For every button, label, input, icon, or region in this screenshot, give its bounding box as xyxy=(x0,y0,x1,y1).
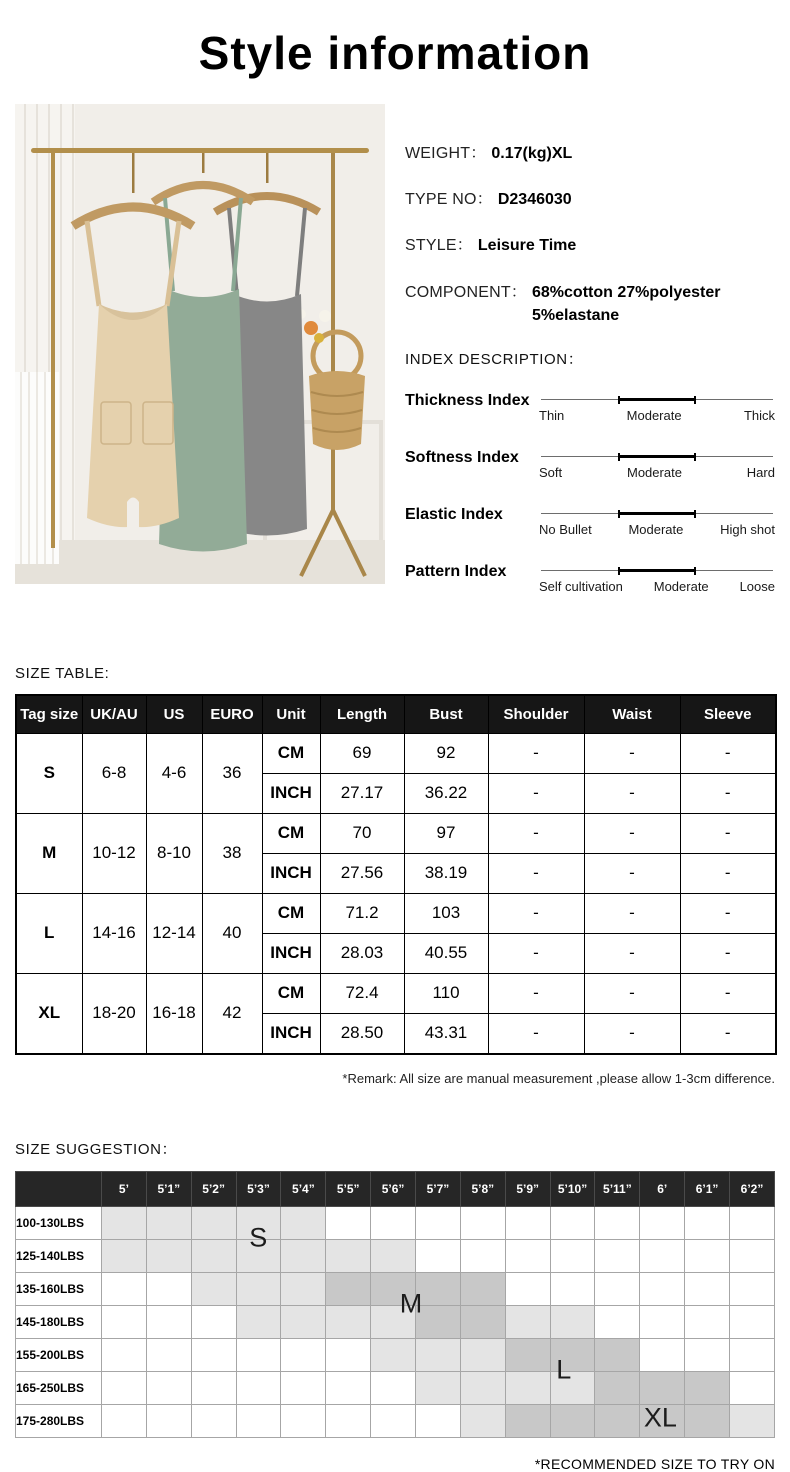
unit-cm: CM xyxy=(262,733,320,773)
unit-inch: INCH xyxy=(262,853,320,893)
size-us: 8-10 xyxy=(146,813,202,893)
suggestion-cell xyxy=(236,1404,281,1437)
suggestion-cell xyxy=(102,1338,147,1371)
measure-value: 110 xyxy=(404,973,488,1013)
size-table-header: Sleeve xyxy=(680,695,776,734)
suggestion-cell xyxy=(730,1371,775,1404)
scale-line xyxy=(541,399,773,400)
suggestion-cell xyxy=(460,1338,505,1371)
suggestion-cell xyxy=(595,1305,640,1338)
size-letter-m: M xyxy=(399,1288,423,1319)
measure-value: 28.03 xyxy=(320,933,404,973)
suggestion-cell xyxy=(595,1371,640,1404)
measure-value: - xyxy=(584,973,680,1013)
measure-value: - xyxy=(488,733,584,773)
suggestion-cell xyxy=(550,1272,595,1305)
weight-label: 135-160LBS xyxy=(16,1272,102,1305)
size-table-header-row xyxy=(16,695,776,734)
suggestion-cell xyxy=(281,1338,326,1371)
size-row-cm xyxy=(16,973,776,1013)
measure-value: 70 xyxy=(320,813,404,853)
measure-value: - xyxy=(584,853,680,893)
suggestion-cell xyxy=(730,1404,775,1437)
suggestion-cell xyxy=(236,1305,281,1338)
measure-value: 97 xyxy=(404,813,488,853)
suggestion-cell xyxy=(102,1206,147,1239)
suggestion-cell xyxy=(685,1272,730,1305)
measure-value: - xyxy=(488,813,584,853)
weight-row xyxy=(16,1239,775,1272)
measure-value: - xyxy=(584,773,680,813)
suggestion-cell xyxy=(505,1206,550,1239)
component-row xyxy=(405,279,775,327)
scale-option: High shot xyxy=(720,521,775,537)
suggestion-cell xyxy=(146,1404,191,1437)
scale-line xyxy=(541,570,773,571)
suggestion-cell xyxy=(685,1371,730,1404)
suggestion-cell xyxy=(191,1272,236,1305)
unit-cm: CM xyxy=(262,813,320,853)
page-title: Style information xyxy=(198,27,592,79)
suggestion-cell xyxy=(326,1272,371,1305)
suggestion-cell xyxy=(460,1272,505,1305)
size-euro: 40 xyxy=(202,893,262,973)
size-tag: L xyxy=(16,893,82,973)
height-header: 5’8” xyxy=(460,1171,505,1206)
style-row xyxy=(405,232,775,257)
measure-value: - xyxy=(680,933,776,973)
weight-label: 175-280LBS xyxy=(16,1404,102,1437)
suggestion-cell xyxy=(685,1338,730,1371)
suggestion-cell xyxy=(640,1206,685,1239)
scale-labels xyxy=(539,522,775,537)
scale-option: No Bullet xyxy=(539,521,592,537)
unit-cm: CM xyxy=(262,893,320,933)
suggestion-cell xyxy=(281,1305,326,1338)
index-row-1 xyxy=(405,446,775,480)
suggestion-cell xyxy=(146,1305,191,1338)
suggestion-cell xyxy=(236,1338,281,1371)
index-row-3 xyxy=(405,560,775,594)
suggestion-cell xyxy=(102,1371,147,1404)
scale-labels xyxy=(539,579,775,594)
suggestion-cell xyxy=(191,1404,236,1437)
suggestion-cell xyxy=(326,1371,371,1404)
suggestion-cell xyxy=(730,1239,775,1272)
size-euro: 38 xyxy=(202,813,262,893)
suggestion-cell xyxy=(685,1206,730,1239)
size-tag: S xyxy=(16,733,82,813)
suggestion-cell xyxy=(146,1371,191,1404)
suggestion-cell xyxy=(595,1404,640,1437)
measure-value: 103 xyxy=(404,893,488,933)
size-euro: 36 xyxy=(202,733,262,813)
measure-value: - xyxy=(680,813,776,853)
height-header: 5’4” xyxy=(281,1171,326,1206)
height-header: 5’2” xyxy=(191,1171,236,1206)
size-table-header: Shoulder xyxy=(488,695,584,734)
measure-value: - xyxy=(584,813,680,853)
weight-row xyxy=(16,1206,775,1239)
suggestion-cell xyxy=(326,1206,371,1239)
measure-value: 28.50 xyxy=(320,1013,404,1054)
suggestion-cell xyxy=(730,1338,775,1371)
suggestion-cell xyxy=(236,1272,281,1305)
size-table-header: Bust xyxy=(404,695,488,734)
suggestion-cell xyxy=(730,1272,775,1305)
suggestion-cell xyxy=(640,1371,685,1404)
height-header: 6’2” xyxy=(730,1171,775,1206)
suggestion-cell xyxy=(102,1305,147,1338)
suggestion-cell xyxy=(640,1338,685,1371)
suggestion-cell xyxy=(281,1371,326,1404)
scale-option: Thick xyxy=(743,407,775,423)
recommend-note: *RECOMMENDED SIZE TO TRY ON xyxy=(534,1455,775,1472)
suggestion-cell xyxy=(730,1305,775,1338)
suggestion-cell xyxy=(550,1206,595,1239)
suggestion-cell xyxy=(146,1338,191,1371)
weight-label: 165-250LBS xyxy=(16,1371,102,1404)
measure-value: - xyxy=(488,853,584,893)
index-scale xyxy=(539,560,775,594)
type-no-value: D2346030 xyxy=(497,191,572,209)
measure-value: - xyxy=(584,933,680,973)
measure-value: - xyxy=(488,1013,584,1054)
suggestion-cell xyxy=(505,1239,550,1272)
measure-value: 36.22 xyxy=(404,773,488,813)
suggestion-cell xyxy=(146,1206,191,1239)
suggestion-cell xyxy=(146,1239,191,1272)
weight-label: 100-130LBS xyxy=(16,1206,102,1239)
scale-option: Hard xyxy=(746,464,775,480)
height-header: 5’6” xyxy=(371,1171,416,1206)
measure-value: - xyxy=(680,973,776,1013)
measure-value: - xyxy=(680,733,776,773)
scale-option: Thin xyxy=(539,407,565,423)
suggestion-cell xyxy=(730,1206,775,1239)
measure-value: 43.31 xyxy=(404,1013,488,1054)
size-us: 12-14 xyxy=(146,893,202,973)
size-table-header: Tag size xyxy=(16,695,82,734)
measure-value: 92 xyxy=(404,733,488,773)
suggestion-cell xyxy=(640,1272,685,1305)
suggestion-cell xyxy=(460,1305,505,1338)
suggestion-cell xyxy=(505,1305,550,1338)
suggestion-cell xyxy=(460,1404,505,1437)
index-row-0 xyxy=(405,389,775,423)
size-table-header: Waist xyxy=(584,695,680,734)
size-table-header: EURO xyxy=(202,695,262,734)
suggestion-cell xyxy=(595,1338,640,1371)
index-name: Elastic Index xyxy=(405,505,503,523)
size-ukau: 10-12 xyxy=(82,813,146,893)
size-tag: M xyxy=(16,813,82,893)
size-table-header: Unit xyxy=(262,695,320,734)
size-row-cm xyxy=(16,893,776,933)
measure-value: - xyxy=(584,733,680,773)
measure-value: - xyxy=(680,853,776,893)
scale-option: Self cultivation xyxy=(539,578,623,594)
size-letter-s: S xyxy=(249,1222,268,1253)
measure-value: - xyxy=(680,773,776,813)
suggestion-cell xyxy=(281,1404,326,1437)
measure-value: 27.56 xyxy=(320,853,404,893)
suggestion-cell xyxy=(191,1371,236,1404)
scale-selected-segment xyxy=(618,512,697,515)
weight-value: 0.17(kg)XL xyxy=(491,145,573,162)
type-no-label: TYPE NO： xyxy=(405,191,493,209)
suggestion-cell xyxy=(281,1239,326,1272)
size-remark: *Remark: All size are manual measurement ,please allow 1-3cm difference. xyxy=(342,1070,775,1086)
weight-row xyxy=(16,1371,775,1404)
product-info xyxy=(385,104,775,617)
measure-value: - xyxy=(584,893,680,933)
measure-value: 38.19 xyxy=(404,853,488,893)
size-letter-xl: XL xyxy=(643,1402,677,1433)
index-description-title: INDEX DESCRIPTION： xyxy=(405,350,584,368)
size-table-header: US xyxy=(146,695,202,734)
index-name: Thickness Index xyxy=(405,391,530,409)
height-header: 6’1” xyxy=(685,1171,730,1206)
suggestion-cell xyxy=(236,1371,281,1404)
measure-value: - xyxy=(680,893,776,933)
suggestion-cell xyxy=(416,1206,461,1239)
size-euro: 42 xyxy=(202,973,262,1054)
suggestion-cell xyxy=(326,1239,371,1272)
weight-row xyxy=(16,1338,775,1371)
scale-option: Moderate xyxy=(653,578,709,594)
weight-row xyxy=(405,140,775,165)
scale-option: Moderate xyxy=(628,521,684,537)
size-row-cm xyxy=(16,813,776,853)
suggestion-cell xyxy=(102,1272,147,1305)
size-row-cm xyxy=(16,733,776,773)
height-header: 5’5” xyxy=(326,1171,371,1206)
measure-value: 69 xyxy=(320,733,404,773)
suggestion-cell xyxy=(416,1338,461,1371)
suggestion-cell xyxy=(460,1239,505,1272)
suggestion-cell xyxy=(326,1305,371,1338)
suggestion-header-row xyxy=(16,1171,775,1206)
suggestion-cell xyxy=(505,1338,550,1371)
suggestion-cell xyxy=(550,1305,595,1338)
suggestion-cell xyxy=(416,1404,461,1437)
index-name: Softness Index xyxy=(405,448,519,466)
suggestion-cell xyxy=(640,1239,685,1272)
height-header: 5’ xyxy=(102,1171,147,1206)
measure-value: - xyxy=(680,1013,776,1054)
suggestion-cell xyxy=(416,1239,461,1272)
size-tag: XL xyxy=(16,973,82,1054)
style-value: Leisure Time xyxy=(477,237,577,255)
size-us: 4-6 xyxy=(146,733,202,813)
weight-row xyxy=(16,1305,775,1338)
suggestion-cell xyxy=(595,1239,640,1272)
product-photo xyxy=(15,104,385,584)
unit-inch: INCH xyxy=(262,773,320,813)
component-label: COMPONENT： xyxy=(405,283,527,301)
suggestion-cell xyxy=(371,1371,416,1404)
suggestion-cell xyxy=(102,1239,147,1272)
measure-value: - xyxy=(488,773,584,813)
suggestion-cell xyxy=(460,1206,505,1239)
index-scale xyxy=(539,503,775,537)
unit-inch: INCH xyxy=(262,1013,320,1054)
scale-selected-segment xyxy=(618,569,697,572)
measure-value: - xyxy=(488,973,584,1013)
scale-option: Loose xyxy=(739,578,775,594)
index-scale xyxy=(539,446,775,480)
style-label: STYLE： xyxy=(405,237,473,255)
size-suggestion-table xyxy=(15,1171,775,1438)
measure-value: - xyxy=(488,893,584,933)
height-header: 5’9” xyxy=(505,1171,550,1206)
size-table-header: UK/AU xyxy=(82,695,146,734)
scale-option: Soft xyxy=(539,464,563,480)
corner-cell xyxy=(16,1171,102,1206)
suggestion-cell xyxy=(505,1272,550,1305)
unit-inch: INCH xyxy=(262,933,320,973)
scale-option: Moderate xyxy=(626,407,682,423)
weight-row xyxy=(16,1272,775,1305)
suggestion-cell xyxy=(191,1206,236,1239)
index-name: Pattern Index xyxy=(405,562,507,580)
weight-label: 155-200LBS xyxy=(16,1338,102,1371)
suggestion-cell xyxy=(371,1239,416,1272)
suggestion-cell xyxy=(685,1404,730,1437)
size-suggestion-section-label: SIZE SUGGESTION： xyxy=(15,1140,178,1158)
suggestion-cell xyxy=(550,1404,595,1437)
measure-value: 27.17 xyxy=(320,773,404,813)
measure-value: - xyxy=(584,1013,680,1054)
size-ukau: 14-16 xyxy=(82,893,146,973)
size-table-section-label: SIZE TABLE: xyxy=(15,664,110,682)
size-ukau: 18-20 xyxy=(82,973,146,1054)
size-us: 16-18 xyxy=(146,973,202,1054)
size-ukau: 6-8 xyxy=(82,733,146,813)
index-rows xyxy=(405,389,775,594)
suggestion-cell xyxy=(371,1404,416,1437)
size-letter-l: L xyxy=(556,1354,572,1385)
suggestion-cell xyxy=(326,1338,371,1371)
height-header: 5’11” xyxy=(595,1171,640,1206)
suggestion-cell xyxy=(191,1239,236,1272)
height-header: 5’10” xyxy=(550,1171,595,1206)
suggestion-cell xyxy=(505,1404,550,1437)
scale-selected-segment xyxy=(618,398,697,401)
suggestion-cell xyxy=(416,1371,461,1404)
measure-value: 72.4 xyxy=(320,973,404,1013)
index-scale xyxy=(539,389,775,423)
weight-label: WEIGHT： xyxy=(405,145,487,162)
height-header: 5’7” xyxy=(416,1171,461,1206)
height-header: 5’1” xyxy=(146,1171,191,1206)
suggestion-cell xyxy=(191,1305,236,1338)
index-row-2 xyxy=(405,503,775,537)
scale-selected-segment xyxy=(618,455,697,458)
suggestion-cell xyxy=(505,1371,550,1404)
weight-label: 125-140LBS xyxy=(16,1239,102,1272)
suggestion-cell xyxy=(326,1404,371,1437)
suggestion-cell xyxy=(640,1305,685,1338)
scale-line xyxy=(541,513,773,514)
measure-value: 71.2 xyxy=(320,893,404,933)
component-value: 68%cotton 27%polyester 5%elastane xyxy=(532,283,721,324)
top-section xyxy=(0,104,790,617)
suggestion-cell xyxy=(371,1338,416,1371)
size-table-header: Length xyxy=(320,695,404,734)
measure-value: 40.55 xyxy=(404,933,488,973)
suggestion-cell xyxy=(281,1206,326,1239)
unit-cm: CM xyxy=(262,973,320,1013)
suggestion-cell xyxy=(550,1239,595,1272)
measure-value: - xyxy=(488,933,584,973)
size-suggestion-chart xyxy=(15,1171,775,1438)
suggestion-cell xyxy=(685,1305,730,1338)
scale-line xyxy=(541,456,773,457)
suggestion-cell xyxy=(685,1239,730,1272)
weight-label: 145-180LBS xyxy=(16,1305,102,1338)
scale-option: Moderate xyxy=(627,464,682,480)
suggestion-cell xyxy=(191,1338,236,1371)
suggestion-cell xyxy=(102,1404,147,1437)
scale-labels xyxy=(539,408,775,423)
scale-labels xyxy=(539,465,775,480)
suggestion-cell xyxy=(460,1371,505,1404)
suggestion-cell xyxy=(595,1206,640,1239)
type-no-row xyxy=(405,186,775,211)
suggestion-cell xyxy=(146,1272,191,1305)
suggestion-cell xyxy=(281,1272,326,1305)
suggestion-cell xyxy=(595,1272,640,1305)
suggestion-cell xyxy=(371,1206,416,1239)
size-table xyxy=(15,694,777,1055)
height-header: 6’ xyxy=(640,1171,685,1206)
height-header: 5’3” xyxy=(236,1171,281,1206)
